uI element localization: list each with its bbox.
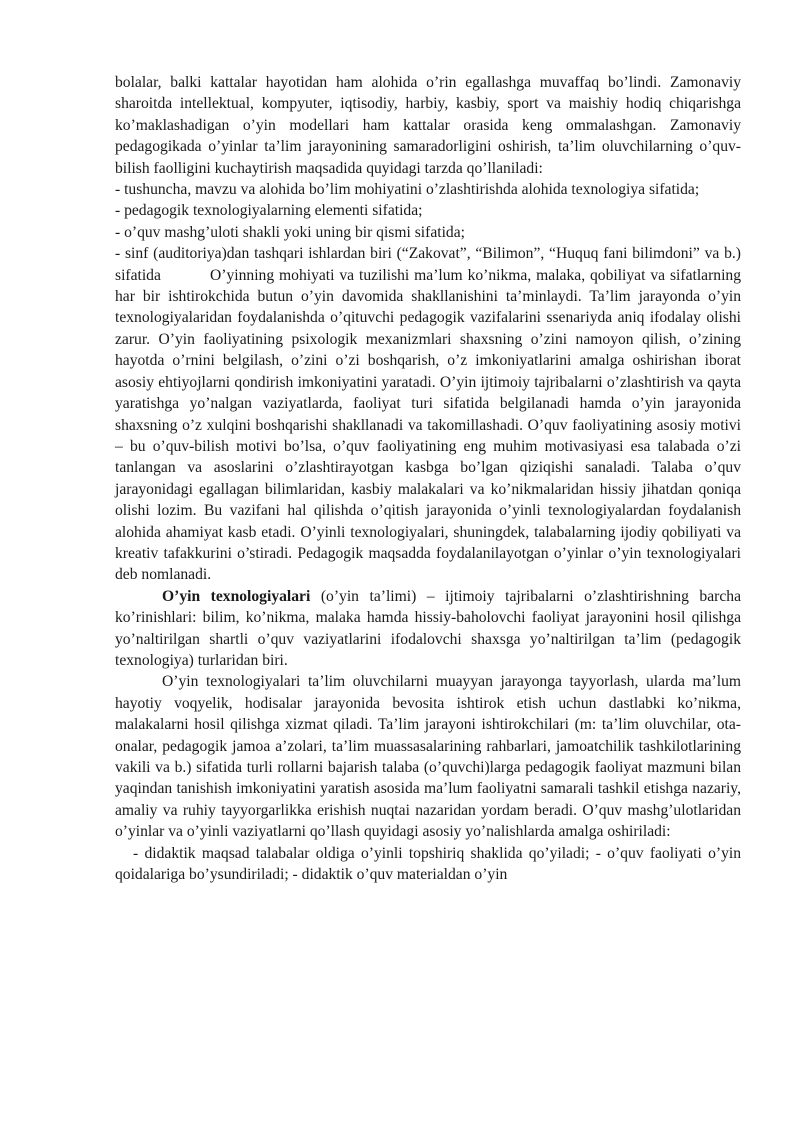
definition-text: (o’yin ta’limi) – ijtimoiy tajribalarni o’zlashtirishning barcha ko’rinishlari: bilim, ko’nikma, malaka hamda hissiy-baholovchi faoliyat jarayonini hosil qilishga yo’naltirilgan shartli o’quv vaziyatlarini ifodalovchi shaxsga yo’naltirilgan ta’lim (pedagogik texnologiya) turlaridan biri. <box>115 587 741 669</box>
list-item: - o’quv mashg’uloti shakli yoki uning bir qismi sifatida; <box>115 223 465 241</box>
document-page <box>115 72 745 885</box>
list-item: - tushuncha, mavzu va alohida bo’lim mohiyatini o’zlashtirishda alohida texnologiya sifatida; <box>115 181 700 199</box>
paragraph-intro: bolalar, balki kattalar hayotidan ham alohida o’rin egallashga muvaffaq bo’lindi. Zamonaviy sharoitda intellektual, kompyuter, iqtisodiy, harbiy, kasbiy, sport va maishiy hodiq chiqarishga ko’maklashadigan o’yin modellari ham kattalar orasida keng ommalashgan. Zamonaviy pedagogikada o’yinlar ta’lim jarayonining samaradorligini oshirish, ta’lim oluvchilarning o’quv-bilish faolligini kuchaytirish maqsadida quyidagi tarzda qo’llaniladi: <box>115 74 741 177</box>
paragraph-game-essence: - sinf (auditoriya)dan tashqari ishlardan biri (“Zakovat”, “Bilimon”, “Huquq fani bilimdoni” va b.) sifatida O’yinning mohiyati va tuzilishi ma’lum ko’nikma, malaka, qobiliyat va sifatlarning har bir ishtirokchida butun o’yin davomida shakllanishini ta’minlaydi. Ta’lim jarayonda o’yin texnologiyalaridan foydalanishda o’qituvchi pedagogik vazifalarini ssenariyda aniq ifodalay olishi zarur. O’yin faoliyatining psixologik mexanizmlari shaxsning o’zini namoyon qilish, o’zining hayotda o’rnini belgilash, o’zini o’zi boshqarish, o’z imkoniyatlarini amalga oshirishan iborat asosiy ehtiyojlarni qondirish imkoniyatini yaratadi. O’yin ijtimoiy tajribalarni o’zlashtirish va qayta yaratishga yo’nalgan vaziyatlarda, faoliyat turi sifatida belgilanadi hamda o’yin jarayonida shaxsning o’z xulqini boshqarishi shakllanadi va takomillashadi. O’quv faoliyatining asosiy motivi – bu o’quv-bilish motivi bo’lsa, o’quv faoliyatining eng muhim motivasiyasi esa talabada o’zi tanlangan va asoslarini o’zlashtirayotgan kasbga bo’lgan qiziqishi sanaladi. Talaba o’quv jarayonidagi egallagan bilimlaridan, kasbiy malakalari va ko’nikmalaridan hissiy jihatdan qoniqa olishi lozim. Bu vazifani hal qilishda o’qitish jarayonida o’yinli texnologiyalardan foydalanish alohida ahamiyat kasb etadi. O’yinli texnologiyalari, shuningdek, talabalarning ijodiy qobiliyati va kreativ tafakkurini o’stiradi. Pedagogik maqsadda foydalanilayotgan o’yinlar o’yin texnologiyalari deb nomlanadi. <box>115 245 745 584</box>
paragraph-definition <box>115 586 741 672</box>
paragraph-game-technologies: O’yin texnologiyalari ta’lim oluvchilarni muayyan jarayonga tayyorlash, ularda ma’lum hayotiy voqyelik, hodisalar jarayonida bevosita ishtirok etish uchun dastlabki ko’nikma, malakalarni hosil qilishga xizmat qiladi. Ta’lim jarayoni ishtirokchilari (m: ta’lim oluvchilar, ota-onalar, pedagogik jamoa a’zolari, ta’lim muassasalarining rahbarlari, jamoatchilik tashkilotlarining vakili va b.) sifatida turli rollarni bajarish talaba (o’quvchi)larga pedagogik faoliyat mazmuni bilan yaqindan tanishish imkoniyatini yaratish asosida ma’lum faoliyatni samarali tashkil etishga nazariy, amaliy va ruhiy tayyorgarlikka erishish nuqtai nazaridan yordam beradi. O’quv mashg’ulotlaridan o’yinlar va o’yinli vaziyatlarni qo’llash quyidagi asosiy yo’nalishlarda amalga oshiriladi: <box>115 673 741 841</box>
paragraph-directions: - didaktik maqsad talabalar oldiga o’yinli topshiriq shaklida qo’yiladi; - o’quv faoliyati o’yin qoidalariga bo’ysundiriladi; - didaktik o’quv materialdan o’yin <box>115 844 741 884</box>
defined-term: O’yin texnologiyalari <box>162 587 311 605</box>
list-item: - pedagogik texnologiyalarning elementi sifatida; <box>115 202 423 220</box>
